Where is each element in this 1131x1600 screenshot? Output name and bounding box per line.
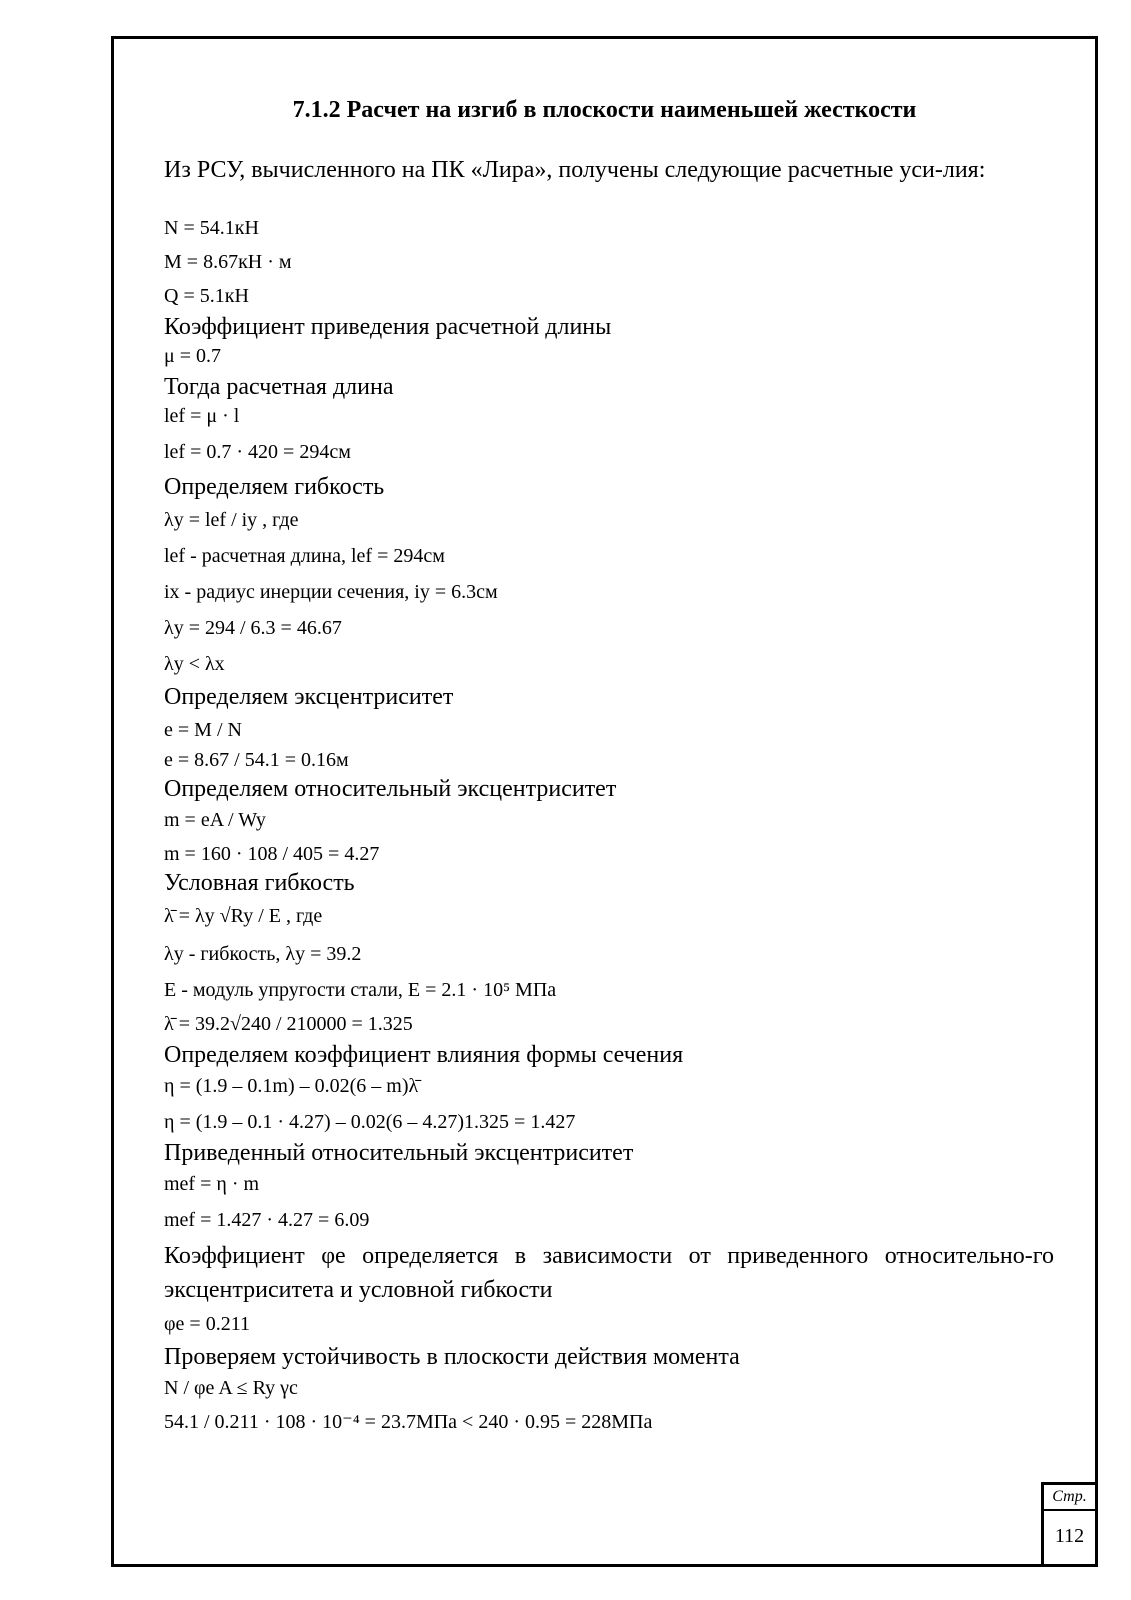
formula-line: lef = 0.7 · 420 = 294см [164,441,351,463]
formula-line: mef = η · m [164,1173,260,1195]
coefficient-paragraph: Коэффициент φe определяется в зависимости от приведенного относительно-го эксцентриситета и условной гибкости [164,1243,1054,1303]
page-number-stamp [1041,1482,1095,1564]
formula-line: E - модуль упругости стали, E = 2.1 · 10⁵ МПа [164,979,557,1001]
text-line: Определяем относительный эксцентриситет [164,776,617,802]
formula-line: λ̄ = 39.2√240 / 210000 = 1.325 [164,1013,413,1035]
text-line: Проверяем устойчивость в плоскости действия момента [164,1344,740,1370]
page-label: Стр. [1044,1485,1095,1511]
formula-line: N / φe A ≤ Ry γc [164,1377,298,1399]
text-line: Приведенный относительный эксцентриситет [164,1140,634,1166]
text-line: Тогда расчетная длина [164,374,394,400]
formula-line: m = eA / Wy [164,809,266,831]
text-line: Коэффициент приведения расчетной длины [164,314,612,340]
formula-line: Q = 5.1кН [164,285,249,307]
formula-line: e = M / N [164,719,242,741]
formula-line: ix - радиус инерции сечения, iy = 6.3см [164,581,498,603]
formula-line: λy < λx [164,653,225,675]
formula-line: N = 54.1кН [164,217,259,239]
formula-line: m = 160 · 108 / 405 = 4.27 [164,843,380,865]
formula-line: lef - расчетная длина, lef = 294см [164,545,445,567]
text-line: Условная гибкость [164,870,355,896]
page-frame [111,36,1098,1567]
formula-line: φe = 0.211 [164,1313,250,1335]
intro-paragraph: Из РСУ, вычисленного на ПК «Лира», получены следующие расчетные уси-лия: [164,157,986,183]
section-title: 7.1.2 Расчет на изгиб в плоскости наименьшей жесткости [292,97,917,123]
formula-line: lef = μ · l [164,405,240,427]
page-number: 112 [1054,1525,1085,1547]
formula-line: λy = 294 / 6.3 = 46.67 [164,617,342,639]
formula-line: μ = 0.7 [164,345,222,367]
formula-line: mef = 1.427 · 4.27 = 6.09 [164,1209,370,1231]
formula-line: η = (1.9 – 0.1m) – 0.02(6 – m)λ̄ [164,1075,419,1097]
formula-line: λ̄ = λy √Ry / E , где [164,905,323,927]
formula-line: η = (1.9 – 0.1 · 4.27) – 0.02(6 – 4.27)1.325 = 1.427 [164,1111,576,1133]
formula-line: M = 8.67кН · м [164,251,292,273]
formula-line: λy - гибкость, λy = 39.2 [164,943,362,965]
text-line: Определяем гибкость [164,474,385,500]
formula-line: 54.1 / 0.211 · 108 · 10⁻⁴ = 23.7МПа < 240 · 0.95 = 228МПа [164,1411,653,1433]
text-line: Определяем коэффициент влияния формы сечения [164,1042,684,1068]
formula-line: λy = lef / iy , где [164,509,299,531]
text-line: Определяем эксцентриситет [164,684,454,710]
formula-line: e = 8.67 / 54.1 = 0.16м [164,749,349,771]
